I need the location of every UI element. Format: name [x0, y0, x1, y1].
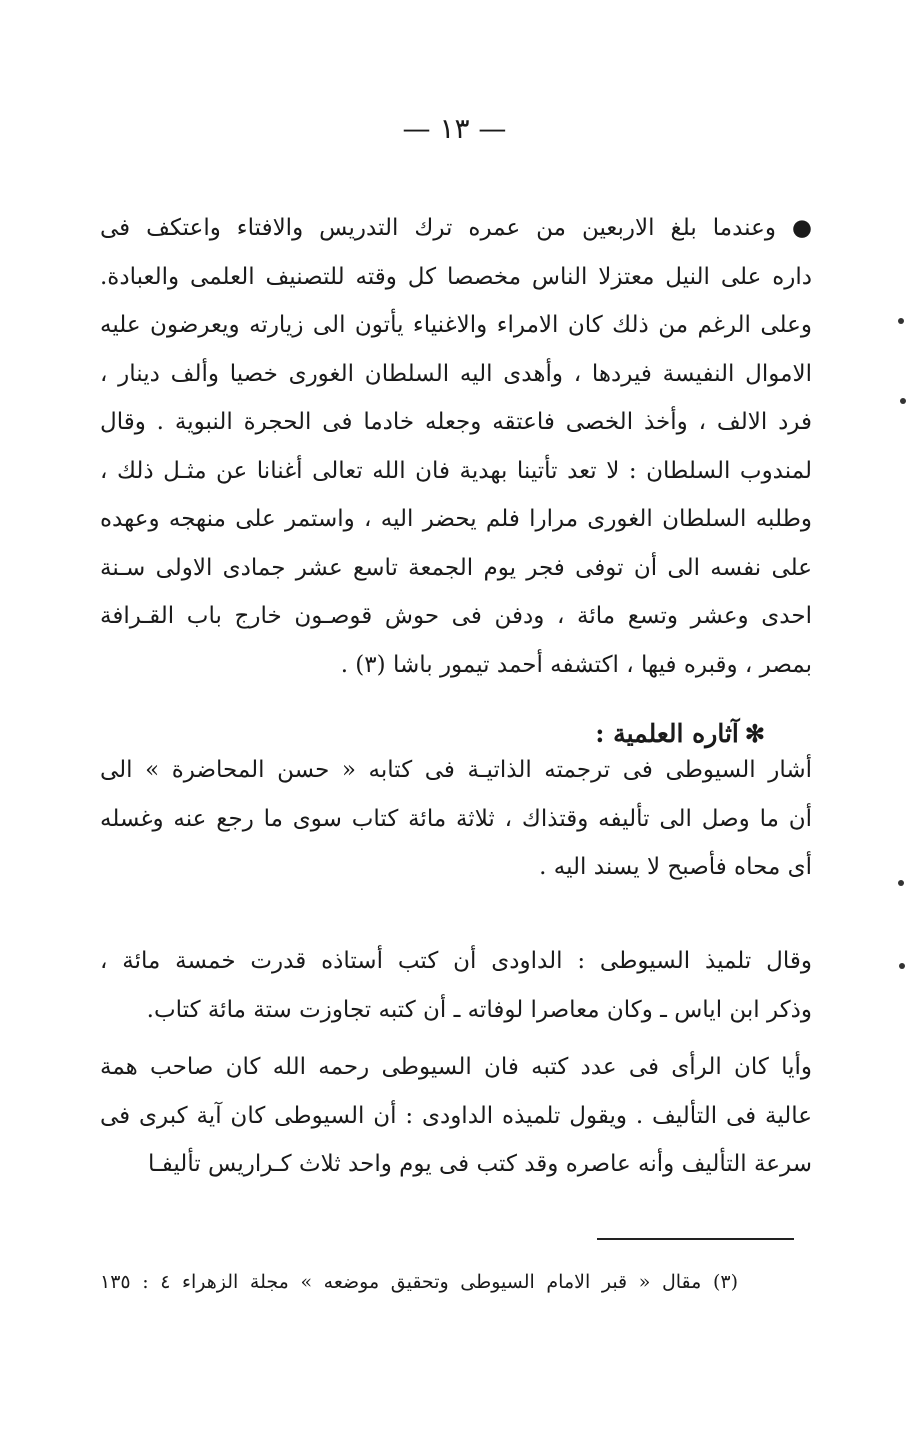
text-line: أن ما وصل الى تأليفه وقتذاك ، ثلاثة مائة كتاب سوى ما رجع عنه وغسله	[100, 805, 812, 832]
paragraph-count	[100, 937, 812, 1034]
footnote: (٣) مقال « قبر الامام السيوطى وتحقيق موضعه » مجلة الزهراء ٤ : ١٣٥	[100, 1271, 738, 1293]
text-line: داره على النيل معتزلا الناس مخصصا كل وقته للتصنيف العلمى والعبادة.	[100, 263, 812, 290]
text-line: أى محاه فأصبح لا يسند اليه .	[539, 854, 812, 880]
section-heading-text: آثاره العلمية :	[595, 719, 739, 748]
text-line: وأيا كان الرأى فى عدد كتبه فان السيوطى رحمه الله كان صاحب همة	[100, 1054, 812, 1080]
text-line: وذكر ابن اياس ـ وكان معاصرا لوفاته ـ أن كتبه تجاوزت ستة مائة كتاب.	[146, 996, 812, 1023]
footnote-divider	[597, 1238, 794, 1240]
paragraph-speed	[100, 1043, 812, 1189]
text-line: احدى وعشر وتسع مائة ، ودفن فى حوش قوصـون خارج باب القـرافة	[100, 603, 812, 629]
text-line: على نفسه الى أن توفى فجر يوم الجمعة تاسع عشر جمادى الاولى سـنة	[100, 554, 812, 581]
paragraph-biography	[100, 204, 812, 689]
text-line: ● وعندما بلغ الاربعين من عمره ترك التدريس والافتاء واعتكف فى	[100, 215, 812, 241]
page-number: — ١٣ —	[402, 112, 507, 145]
asterisk-icon: ✻	[744, 719, 765, 748]
text-line: سرعة التأليف وأنه عاصره وقد كتب فى يوم واحد ثلاث كـراريس تأليفـا	[147, 1151, 812, 1177]
margin-speck	[900, 398, 906, 404]
margin-speck	[898, 318, 904, 324]
text-line: وعلى الرغم من ذلك كان الامراء والاغنياء يأتون الى زيارته ويعرضون عليه	[100, 312, 812, 338]
text-line: أشار السيوطى فى ترجمته الذاتيـة فى كتابه « حسن المحاضرة » الى	[100, 757, 812, 783]
text-line: بمصر ، وقبره فيها ، اكتشفه أحمد تيمور باشا (٣) .	[340, 651, 812, 678]
text-line: فرد الالف ، وأخذ الخصى فاعتقه وجعله خادما فى الحجرة النبوية . وقال	[100, 409, 812, 435]
margin-speck	[899, 963, 905, 969]
text-line: الاموال النفيسة فيردها ، وأهدى اليه السلطان الغورى خصيا وألف دينار ،	[100, 360, 812, 387]
text-line: وطلبه السلطان الغورى مرارا فلم يحضر اليه ، واستمر على منهجه وعهده	[100, 506, 812, 532]
margin-speck	[898, 880, 904, 886]
text-line: وقال تلميذ السيوطى : الداودى أن كتب أستاذه قدرت خمسة مائة ،	[100, 948, 812, 974]
text-line: عالية فى التأليف . ويقول تلميذه الداودى : أن السيوطى كان آية كبرى فى	[100, 1102, 812, 1129]
text-line: لمندوب السلطان : لا تعد تأتينا بهدية فان الله تعالى أغنانا عن مثـل ذلك ،	[100, 457, 812, 484]
paragraph-works	[100, 746, 812, 892]
